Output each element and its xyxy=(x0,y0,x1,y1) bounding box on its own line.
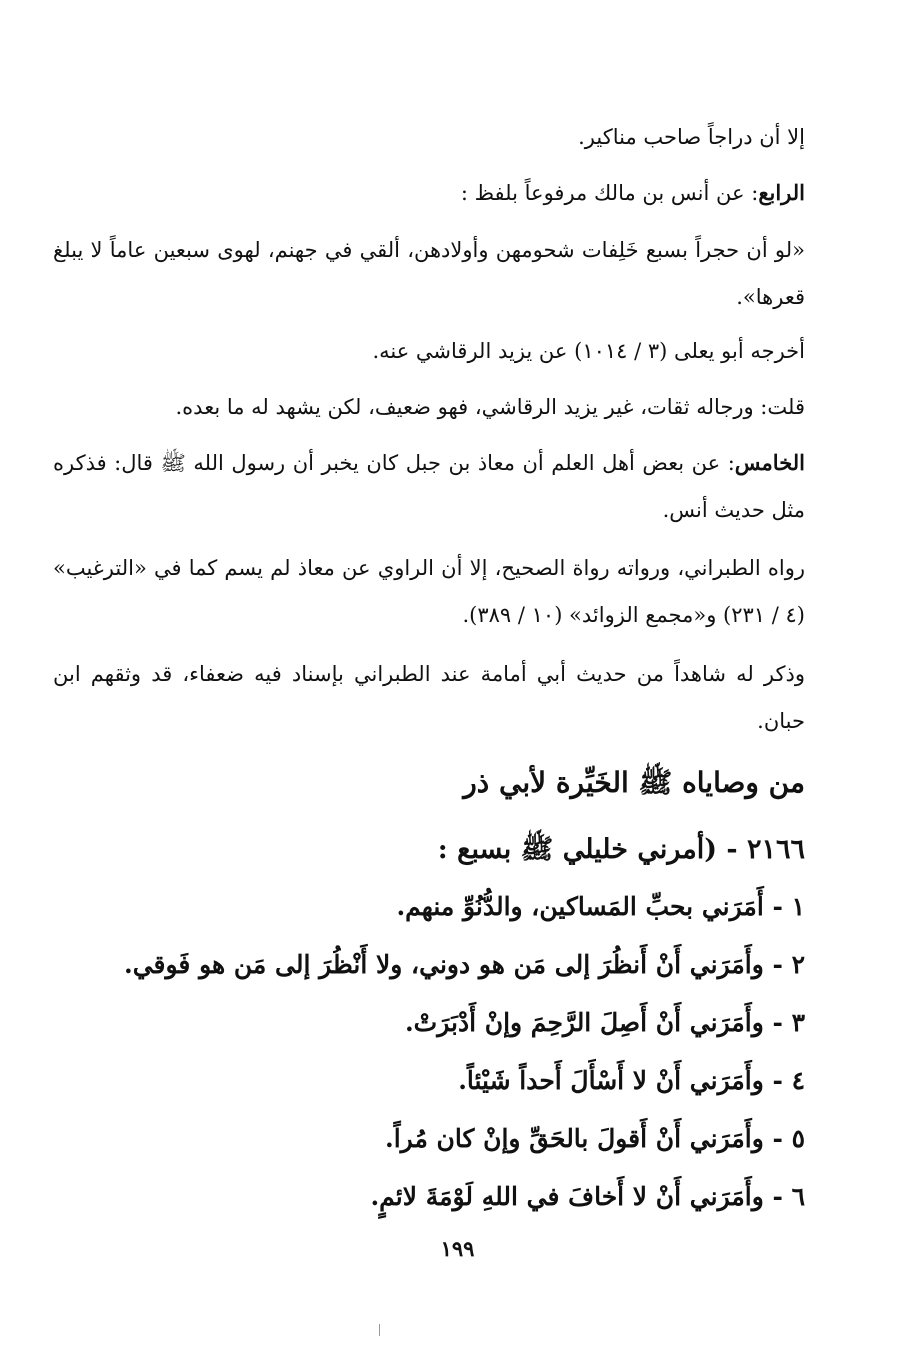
paragraph-2-label: الرابع xyxy=(758,180,805,205)
paragraph-8: وذكر له شاهداً من حديث أبي أمامة عند الطبراني بإسناد فيه ضعفاء، قد وثقهم ابن حبان. xyxy=(53,662,805,733)
list-item: ٤ - وأَمَرَني أَنْ لا أَسْأَلَ أَحداً شَيْئاً. xyxy=(458,1066,805,1095)
paragraph-7: رواه الطبراني، ورواته رواة الصحيح، إلا أن الراوي عن معاذ لم يسم كما في «الترغيب» (٤ / ٢٣١) و«مجمع الزوائد» (١٠ / ٣٨٩). xyxy=(53,556,805,627)
page-number: ١٩٩ xyxy=(440,1236,475,1261)
list-item: ٣ - وأَمَرَني أَنْ أَصِلَ الرَّحِمَ وإنْ أَدْبَرَتْ. xyxy=(404,1008,805,1037)
paragraph-2-text: : عن أنس بن مالك مرفوعاً بلفظ : xyxy=(460,181,759,205)
list-item: ١ - أَمَرَني بحبِّ المَساكين، والدُّنُوِّ منهم. xyxy=(396,892,805,921)
paragraph-6 xyxy=(53,439,805,534)
paragraph-4: أخرجه أبو يعلى (٣ / ١٠١٤) عن يزيد الرقاشي عنه. xyxy=(372,339,805,363)
section-title: من وصاياه ﷺ الخَيِّرة لأبي ذر xyxy=(463,766,805,799)
paragraph-6-label: الخامس xyxy=(734,450,805,475)
list-item: ٦ - وأَمَرَني أَنْ لا أَخافَ في اللهِ لَوْمَةَ لائمٍ. xyxy=(370,1182,805,1211)
paragraph-6-text: : عن بعض أهل العلم أن معاذ بن جبل كان يخبر أن رسول الله ﷺ قال: فذكره مثل حديث أنس. xyxy=(53,451,805,522)
scan-mark xyxy=(379,1324,380,1336)
paragraph-3: «لو أن حجراً بسبع خَلِفات شحومهن وأولادهن، ألقي في جهنم، لهوى سبعين عاماً لا يبلغ قعرها». xyxy=(53,238,805,309)
paragraph-2 xyxy=(53,169,805,217)
paragraph-5: قلت: ورجاله ثقات، غير يزيد الرقاشي، فهو ضعيف، لكن يشهد له ما بعده. xyxy=(175,395,805,419)
list-item: ٢ - وأَمَرَني أَنْ أَنظُرَ إلى مَن هو دوني، ولا أَنْظُرَ إلى مَن هو فَوقي. xyxy=(124,950,805,979)
paragraph-1: إلا أن دراجاً صاحب مناكير. xyxy=(578,125,805,149)
hadith-header: ٢١٦٦ - (أمرني خليلي ﷺ بسبع : xyxy=(437,834,805,865)
list-item: ٥ - وأَمَرَني أَنْ أَقولَ بالحَقِّ وإنْ كان مُراً. xyxy=(385,1124,805,1153)
